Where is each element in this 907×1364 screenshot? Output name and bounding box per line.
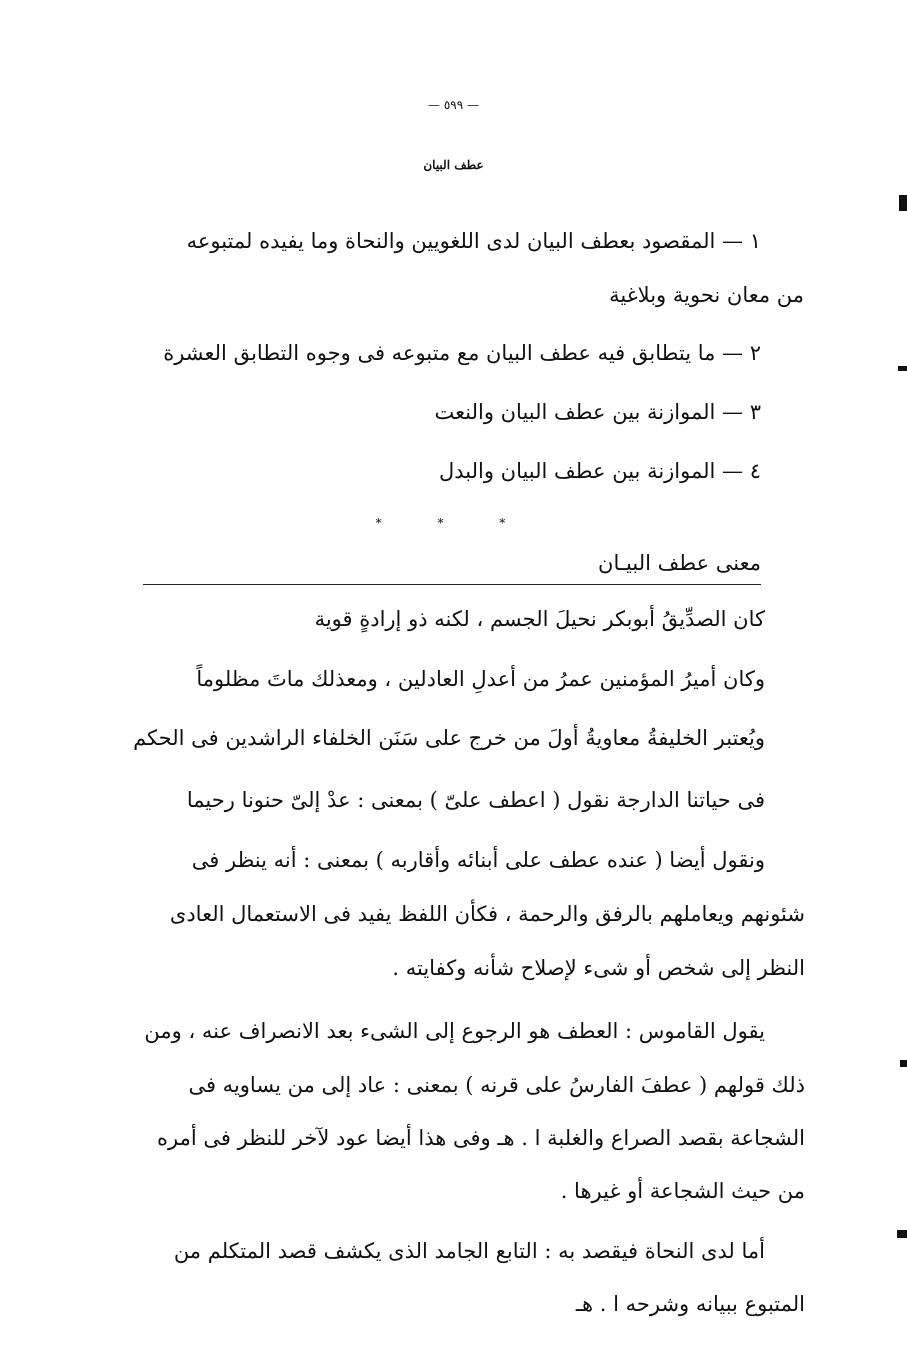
- scan-edge-mark: [900, 1060, 907, 1067]
- page-number: — ٥٩٩ —: [428, 98, 479, 112]
- outline-item-4: ٤ — الموازنة بين عطف البيان والبدل: [438, 459, 761, 483]
- paragraph2-line-1: يقول القاموس : العطف هو الرجوع إلى الشىء بعد الانصراف عنه ، ومن: [144, 1019, 765, 1043]
- page-title: عطف البيان: [423, 158, 484, 172]
- outline-item-2: ٢ — ما يتطابق فيه عطف البيان مع متبوعه فى وجوه التطابق العشرة: [163, 341, 761, 365]
- paragraph1-line-1: فى حياتنا الدارجة نقول ( اعطف علىّ ) بمعنى : عدْ إلىّ حنونا رحيما: [186, 788, 765, 812]
- outline-item-1-continuation: من معان نحوية وبلاغية: [609, 283, 804, 307]
- paragraph3-line-2: المتبوع ببيانه وشرحه ا . هـ: [575, 1292, 805, 1316]
- scan-edge-mark: [899, 195, 907, 211]
- example-line-2: وكان أميرُ المؤمنين عمرُ من أعدلِ العادلين ، ومعذلك ماتَ مظلوماً: [196, 667, 765, 691]
- example-line-3: ويُعتبر الخليفةُ معاويةُ أولَ من خرج على سَنَن الخلفاء الراشدين فى الحكم: [133, 726, 765, 750]
- paragraph1-line-2: ونقول أيضا ( عنده عطف على أبنائه وأقاربه ) بمعنى : أنه ينظر فى: [191, 848, 765, 872]
- scan-edge-mark: [897, 1230, 907, 1238]
- section-heading-underline: [143, 584, 761, 585]
- outline-item-3: ٣ — الموازنة بين عطف البيان والنعت: [434, 400, 761, 424]
- paragraph1-line-3: شئونهم ويعاملهم بالرفق والرحمة ، فكأن اللفظ يفيد فى الاستعمال العادى: [169, 902, 805, 926]
- paragraph1-line-4: النظر إلى شخص أو شىء لإصلاح شأنه وكفايته .: [392, 956, 805, 980]
- paragraph2-line-2: ذلك قولهم ( عطفَ الفارسُ على قرنه ) بمعنى : عاد إلى من يساويه فى: [188, 1073, 805, 1097]
- example-line-1: كان الصدِّيقُ أبوبكر نحيلَ الجسم ، لكنه ذو إرادةٍ قوية: [314, 607, 765, 631]
- scan-edge-mark: [898, 366, 907, 371]
- section-heading: معنى عطف البيـان: [598, 551, 761, 575]
- paragraph3-line-1: أما لدى النحاة فيقصد به : التابع الجامد الذى يكشف قصد المتكلم من: [173, 1239, 765, 1263]
- paragraph2-line-3: الشجاعة بقصد الصراع والغلبة ا . هـ وفى هذا أيضا عود لآخر للنظر فى أمره: [157, 1126, 805, 1150]
- paragraph2-line-4: من حيث الشجاعة أو غيرها .: [560, 1179, 805, 1203]
- outline-item-1: ١ — المقصود بعطف البيان لدى اللغويين والنحاة وما يفيده لمتبوعه: [186, 229, 761, 253]
- section-separator: * * *: [375, 516, 532, 530]
